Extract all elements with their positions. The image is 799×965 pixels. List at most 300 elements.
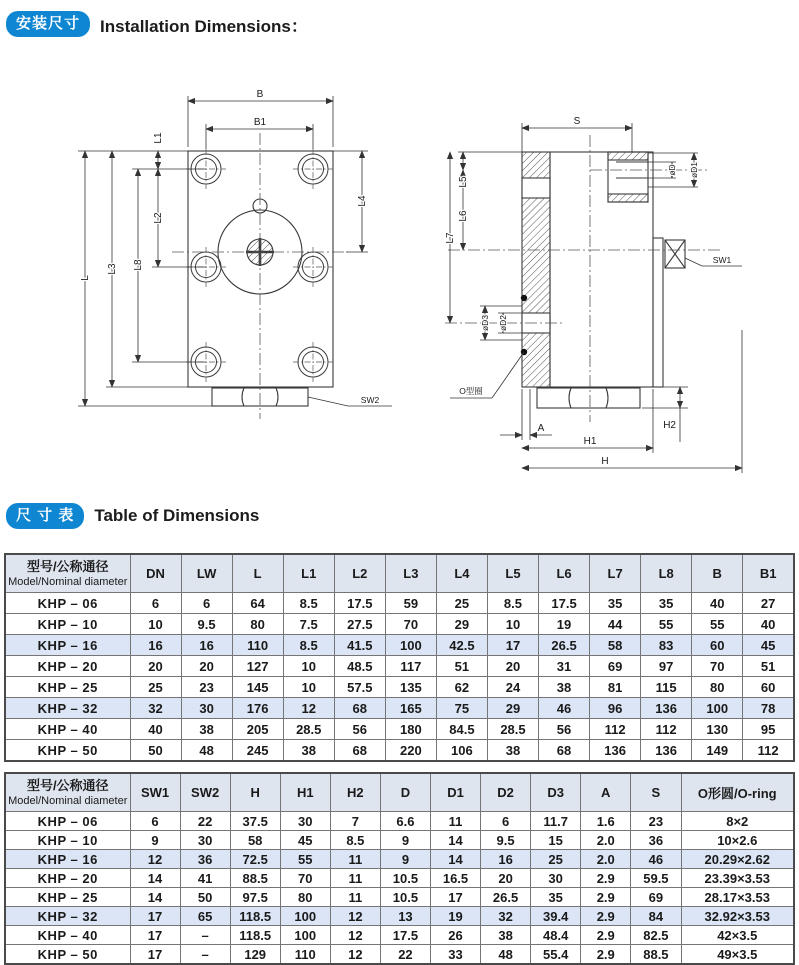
column-header: L: [232, 554, 283, 593]
value-cell: 69: [590, 656, 641, 677]
value-cell: 25: [531, 850, 581, 869]
value-cell: 10: [283, 677, 334, 698]
model-cell: KHP – 25: [5, 677, 130, 698]
value-cell: 1.6: [581, 812, 631, 831]
column-header: SW1: [130, 773, 180, 812]
dim-label-d3: øD3: [480, 314, 490, 332]
model-cell: KHP – 06: [5, 812, 130, 831]
value-cell: 58: [590, 635, 641, 656]
value-cell: 17: [130, 926, 180, 945]
table-row: [5, 812, 794, 831]
value-cell: 97: [641, 656, 692, 677]
value-cell: 100: [280, 926, 330, 945]
value-cell: 145: [232, 677, 283, 698]
value-cell: 70: [385, 614, 436, 635]
value-cell: 6: [181, 593, 232, 614]
value-cell: 10: [283, 656, 334, 677]
value-cell: 6.6: [380, 812, 430, 831]
value-cell: 165: [385, 698, 436, 719]
model-cell: KHP – 50: [5, 740, 130, 762]
value-cell: 20: [481, 869, 531, 888]
value-cell: 10: [487, 614, 538, 635]
value-cell: 17.5: [539, 593, 590, 614]
dim-label-l8: L8: [133, 259, 144, 271]
value-cell: 84.5: [436, 719, 487, 740]
value-cell: 127: [232, 656, 283, 677]
value-cell: 68: [334, 698, 385, 719]
value-cell: 33: [430, 945, 480, 965]
dimensions-table-title: Table of Dimensions: [94, 506, 260, 525]
value-cell: 22: [380, 945, 430, 965]
value-cell: 118.5: [230, 926, 280, 945]
value-cell: 65: [180, 907, 230, 926]
model-cell: KHP – 20: [5, 869, 130, 888]
value-cell: 83: [641, 635, 692, 656]
value-cell: 36: [631, 831, 681, 850]
table-row: [5, 869, 794, 888]
value-cell: 49×3.5: [681, 945, 794, 965]
value-cell: 51: [743, 656, 794, 677]
value-cell: 58: [230, 831, 280, 850]
value-cell: 19: [539, 614, 590, 635]
value-cell: 45: [280, 831, 330, 850]
column-header: L6: [539, 554, 590, 593]
column-header: H: [230, 773, 280, 812]
value-cell: 70: [280, 869, 330, 888]
value-cell: 69: [631, 888, 681, 907]
value-cell: 41.5: [334, 635, 385, 656]
value-cell: 245: [232, 740, 283, 762]
value-cell: 68: [539, 740, 590, 762]
value-cell: 117: [385, 656, 436, 677]
value-cell: 64: [232, 593, 283, 614]
dim-label-l6: L6: [458, 210, 469, 222]
value-cell: 62: [436, 677, 487, 698]
column-header: LW: [181, 554, 232, 593]
value-cell: 12: [130, 850, 180, 869]
column-header: L4: [436, 554, 487, 593]
value-cell: 14: [430, 850, 480, 869]
value-cell: 14: [430, 831, 480, 850]
value-cell: 10.5: [380, 869, 430, 888]
value-cell: 48.4: [531, 926, 581, 945]
value-cell: 15: [531, 831, 581, 850]
value-cell: 14: [130, 869, 180, 888]
table-row: [5, 719, 794, 740]
table-row: [5, 740, 794, 762]
dim-label-l4: L4: [357, 195, 368, 207]
value-cell: 136: [590, 740, 641, 762]
value-cell: 8×2: [681, 812, 794, 831]
dim-label-d: øD: [667, 164, 677, 176]
dim-label-b1: B1: [253, 117, 267, 128]
installation-badge: 安装尺寸: [6, 11, 90, 37]
column-header: A: [581, 773, 631, 812]
value-cell: 37.5: [230, 812, 280, 831]
value-cell: 35: [590, 593, 641, 614]
value-cell: 80: [280, 888, 330, 907]
value-cell: 28.5: [487, 719, 538, 740]
table-row: [5, 850, 794, 869]
value-cell: 23: [631, 812, 681, 831]
value-cell: 100: [692, 698, 743, 719]
value-cell: 17: [430, 888, 480, 907]
value-cell: 100: [280, 907, 330, 926]
table-row: [5, 945, 794, 965]
side-view-drawing: [440, 90, 799, 475]
value-cell: 40: [692, 593, 743, 614]
value-cell: 25: [436, 593, 487, 614]
value-cell: 17.5: [380, 926, 430, 945]
value-cell: 41: [180, 869, 230, 888]
value-cell: 88.5: [230, 869, 280, 888]
value-cell: 26.5: [481, 888, 531, 907]
column-header: SW2: [180, 773, 230, 812]
value-cell: 72.5: [230, 850, 280, 869]
value-cell: 97.5: [230, 888, 280, 907]
column-header: H1: [280, 773, 330, 812]
value-cell: 9: [380, 831, 430, 850]
installation-title: Installation Dimensions：: [100, 16, 308, 36]
value-cell: 6: [130, 812, 180, 831]
value-cell: –: [180, 945, 230, 965]
value-cell: 44: [590, 614, 641, 635]
column-header: D2: [481, 773, 531, 812]
model-cell: KHP – 16: [5, 850, 130, 869]
value-cell: 11: [330, 850, 380, 869]
value-cell: 12: [330, 926, 380, 945]
value-cell: 30: [181, 698, 232, 719]
value-cell: 40: [743, 614, 794, 635]
value-cell: 11: [330, 869, 380, 888]
value-cell: 96: [590, 698, 641, 719]
column-header: S: [631, 773, 681, 812]
value-cell: 70: [692, 656, 743, 677]
value-cell: 56: [539, 719, 590, 740]
value-cell: 136: [641, 698, 692, 719]
value-cell: 51: [436, 656, 487, 677]
value-cell: 80: [232, 614, 283, 635]
model-cell: KHP – 32: [5, 698, 130, 719]
value-cell: 68: [334, 740, 385, 762]
dim-label-l3: L3: [107, 263, 118, 275]
value-cell: 48: [181, 740, 232, 762]
value-cell: 19: [430, 907, 480, 926]
dim-label-sw2: SW2: [360, 395, 380, 405]
value-cell: 20: [487, 656, 538, 677]
column-header: O形圆/O-ring: [681, 773, 794, 812]
value-cell: 6: [130, 593, 181, 614]
installation-header: [6, 11, 308, 37]
dim-label-d2: øD2: [498, 314, 508, 332]
value-cell: 25: [130, 677, 181, 698]
value-cell: 13: [380, 907, 430, 926]
value-cell: 8.5: [283, 593, 334, 614]
column-header: B1: [743, 554, 794, 593]
value-cell: 205: [232, 719, 283, 740]
table-row: [5, 698, 794, 719]
model-cell: KHP – 06: [5, 593, 130, 614]
value-cell: 60: [743, 677, 794, 698]
column-header-model: 型号/公称通径 Model/Nominal diameter: [5, 554, 130, 593]
value-cell: 30: [531, 869, 581, 888]
dim-label-h: H: [601, 456, 609, 467]
value-cell: 180: [385, 719, 436, 740]
value-cell: 80: [692, 677, 743, 698]
dimension-table-1: [4, 553, 795, 762]
value-cell: 42.5: [436, 635, 487, 656]
value-cell: 115: [641, 677, 692, 698]
model-cell: KHP – 16: [5, 635, 130, 656]
value-cell: 112: [590, 719, 641, 740]
value-cell: 30: [180, 831, 230, 850]
value-cell: 135: [385, 677, 436, 698]
value-cell: 78: [743, 698, 794, 719]
model-cell: KHP – 25: [5, 888, 130, 907]
dimension-table-1-wrap: [4, 553, 795, 762]
value-cell: 12: [330, 945, 380, 965]
value-cell: 2.9: [581, 907, 631, 926]
value-cell: 16: [181, 635, 232, 656]
column-header: L2: [334, 554, 385, 593]
model-cell: KHP – 50: [5, 945, 130, 965]
value-cell: 88.5: [631, 945, 681, 965]
column-header: H2: [330, 773, 380, 812]
value-cell: 112: [641, 719, 692, 740]
table-row: [5, 907, 794, 926]
value-cell: 30: [280, 812, 330, 831]
value-cell: 31: [539, 656, 590, 677]
value-cell: 129: [230, 945, 280, 965]
value-cell: 38: [181, 719, 232, 740]
value-cell: 56: [334, 719, 385, 740]
value-cell: 106: [436, 740, 487, 762]
dim-label-s: S: [573, 116, 581, 127]
dim-label-h1: H1: [583, 436, 597, 447]
dim-label-l1: L1: [153, 132, 164, 144]
column-header: D: [380, 773, 430, 812]
column-header: DN: [130, 554, 181, 593]
dim-label-l2: L2: [153, 212, 164, 224]
value-cell: 75: [436, 698, 487, 719]
value-cell: 36: [180, 850, 230, 869]
value-cell: 55.4: [531, 945, 581, 965]
front-dimensions: [78, 96, 392, 406]
value-cell: 2.0: [581, 850, 631, 869]
model-cell: KHP – 20: [5, 656, 130, 677]
value-cell: 110: [232, 635, 283, 656]
value-cell: 26.5: [539, 635, 590, 656]
value-cell: 42×3.5: [681, 926, 794, 945]
front-labels: [80, 89, 379, 405]
column-header: L8: [641, 554, 692, 593]
value-cell: 50: [130, 740, 181, 762]
value-cell: 11: [330, 888, 380, 907]
value-cell: 27.5: [334, 614, 385, 635]
pump-front-body: [188, 151, 333, 406]
dim-label-sw1: SW1: [712, 255, 732, 265]
dimension-table-2: [4, 772, 795, 965]
table-row: [5, 926, 794, 945]
value-cell: 8.5: [330, 831, 380, 850]
value-cell: 10.5: [380, 888, 430, 907]
table-row: [5, 831, 794, 850]
value-cell: 28.17×3.53: [681, 888, 794, 907]
value-cell: 23: [181, 677, 232, 698]
dim-label-l7: L7: [445, 232, 456, 244]
value-cell: 82.5: [631, 926, 681, 945]
value-cell: 110: [280, 945, 330, 965]
model-cell: KHP – 40: [5, 926, 130, 945]
value-cell: 11: [430, 812, 480, 831]
value-cell: 9: [380, 850, 430, 869]
value-cell: 17: [487, 635, 538, 656]
value-cell: 84: [631, 907, 681, 926]
value-cell: 28.5: [283, 719, 334, 740]
model-cell: KHP – 10: [5, 831, 130, 850]
value-cell: 118.5: [230, 907, 280, 926]
value-cell: 46: [539, 698, 590, 719]
value-cell: 136: [641, 740, 692, 762]
dim-label-a: A: [537, 423, 545, 434]
value-cell: 9.5: [481, 831, 531, 850]
value-cell: 29: [436, 614, 487, 635]
value-cell: 32.92×3.53: [681, 907, 794, 926]
value-cell: 59.5: [631, 869, 681, 888]
value-cell: 16: [481, 850, 531, 869]
value-cell: 10: [130, 614, 181, 635]
value-cell: 38: [481, 926, 531, 945]
value-cell: 29: [487, 698, 538, 719]
value-cell: 12: [330, 907, 380, 926]
value-cell: 32: [481, 907, 531, 926]
value-cell: 9: [130, 831, 180, 850]
value-cell: 8.5: [283, 635, 334, 656]
value-cell: 20: [130, 656, 181, 677]
value-cell: 8.5: [487, 593, 538, 614]
value-cell: 2.0: [581, 831, 631, 850]
value-cell: 32: [130, 698, 181, 719]
value-cell: 10×2.6: [681, 831, 794, 850]
value-cell: 24: [487, 677, 538, 698]
value-cell: 17.5: [334, 593, 385, 614]
value-cell: 220: [385, 740, 436, 762]
side-labels: [445, 116, 731, 467]
column-header: L3: [385, 554, 436, 593]
value-cell: 26: [430, 926, 480, 945]
value-cell: 38: [539, 677, 590, 698]
column-header: L5: [487, 554, 538, 593]
table-section-header: [6, 503, 259, 529]
value-cell: 20.29×2.62: [681, 850, 794, 869]
value-cell: 27: [743, 593, 794, 614]
table-row: [5, 635, 794, 656]
value-cell: 40: [130, 719, 181, 740]
value-cell: 17: [130, 907, 180, 926]
value-cell: 59: [385, 593, 436, 614]
front-view-drawing: [60, 85, 430, 475]
column-header: B: [692, 554, 743, 593]
value-cell: 2.9: [581, 945, 631, 965]
column-header: D1: [430, 773, 480, 812]
column-header: L7: [590, 554, 641, 593]
value-cell: 130: [692, 719, 743, 740]
value-cell: 57.5: [334, 677, 385, 698]
value-cell: 100: [385, 635, 436, 656]
value-cell: 17: [130, 945, 180, 965]
value-cell: 20: [181, 656, 232, 677]
value-cell: 7.5: [283, 614, 334, 635]
value-cell: 14: [130, 888, 180, 907]
model-cell: KHP – 32: [5, 907, 130, 926]
value-cell: 9.5: [181, 614, 232, 635]
dimensions-table-badge: 尺 寸 表: [6, 503, 84, 529]
value-cell: –: [180, 926, 230, 945]
dim-label-b: B: [256, 89, 264, 100]
o-ring-label: O型圈: [459, 386, 483, 396]
value-cell: 12: [283, 698, 334, 719]
value-cell: 16: [130, 635, 181, 656]
dim-label-l: L: [80, 275, 91, 281]
table-row: [5, 656, 794, 677]
value-cell: 46: [631, 850, 681, 869]
value-cell: 2.9: [581, 869, 631, 888]
value-cell: 35: [641, 593, 692, 614]
value-cell: 39.4: [531, 907, 581, 926]
table-row: [5, 677, 794, 698]
value-cell: 16.5: [430, 869, 480, 888]
value-cell: 81: [590, 677, 641, 698]
value-cell: 60: [692, 635, 743, 656]
dim-label-l5: L5: [458, 176, 469, 188]
side-centerlines: [445, 135, 720, 422]
table-row: [5, 614, 794, 635]
dimension-table-2-wrap: [4, 772, 795, 965]
column-header: L1: [283, 554, 334, 593]
column-header: D3: [531, 773, 581, 812]
value-cell: 55: [692, 614, 743, 635]
dim-label-d1: øD1: [689, 161, 699, 179]
value-cell: 55: [641, 614, 692, 635]
value-cell: 95: [743, 719, 794, 740]
value-cell: 45: [743, 635, 794, 656]
value-cell: 23.39×3.53: [681, 869, 794, 888]
value-cell: 38: [283, 740, 334, 762]
column-header-model: 型号/公称通径 Model/Nominal diameter: [5, 773, 130, 812]
model-cell: KHP – 40: [5, 719, 130, 740]
dim-label-h2: H2: [663, 420, 676, 431]
value-cell: 38: [487, 740, 538, 762]
pump-side-body: [522, 152, 685, 408]
value-cell: 149: [692, 740, 743, 762]
value-cell: 50: [180, 888, 230, 907]
value-cell: 11.7: [531, 812, 581, 831]
value-cell: 7: [330, 812, 380, 831]
value-cell: 55: [280, 850, 330, 869]
table-row: [5, 888, 794, 907]
value-cell: 2.9: [581, 926, 631, 945]
value-cell: 48.5: [334, 656, 385, 677]
value-cell: 48: [481, 945, 531, 965]
value-cell: 2.9: [581, 888, 631, 907]
table-row: [5, 593, 794, 614]
value-cell: 35: [531, 888, 581, 907]
value-cell: 176: [232, 698, 283, 719]
value-cell: 6: [481, 812, 531, 831]
model-cell: KHP – 10: [5, 614, 130, 635]
value-cell: 112: [743, 740, 794, 762]
value-cell: 22: [180, 812, 230, 831]
